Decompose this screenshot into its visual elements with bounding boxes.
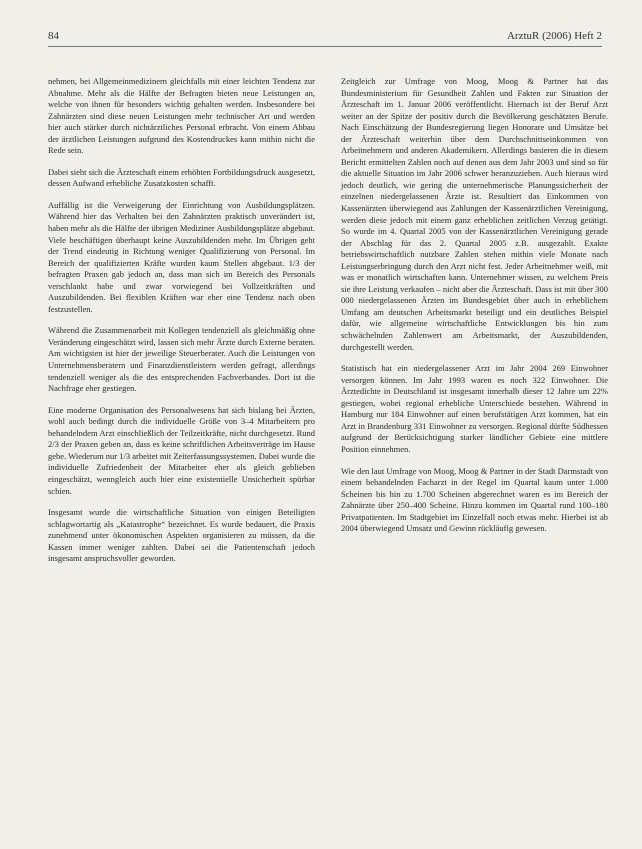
paragraph: Auffällig ist die Verweigerung der Einrichtung von Ausbildungsplätzen. Während hier das Verhalten bei den Zahnärzten praktisch unverändert ist, haben mehr als die Hälfte der übrigen Mediziner Ausbildungsplätze abgebaut. Viele beschäftigen überhaupt keine Auszubildenden mehr. Im Übrigen geht der Trend eindeutig in Richtung weniger Qualifizierung von Personal. Im Bereich der qualifizierten Kräfte wurden kaum Stellen abgebaut. 1/3 der befragten Praxen gab jedoch an, dass man sich im Bereich des Personals verschlankt habe und zwar vorwiegend bei Vollzeitkräften und Auszubildenden. Bei flexiblen Kräften war eher eine Tendenz nach oben festzustellen. <box>48 199 315 314</box>
paragraph: Während die Zusammenarbeit mit Kollegen tendenziell als gleichmäßig ohne Veränderung eingeschätzt wird, lassen sich mehr Ärzte durch Externe beraten. Am wichtigsten ist hier der jeweilige Steuerberater. Auch die Leistungen von Unternehmensberatern und Finanzdienstleistern werden gefragt, allerdings tendenziell weniger als die des entsprechenden Fachverbandes. Dort ist die Nachfrage eher gestiegen. <box>48 325 315 394</box>
paragraph: Insgesamt wurde die wirtschaftliche Situation von einigen Beteiligten schlagwortartig als „Katastrophe“ bezeichnet. Es wurde bedauert, die Praxis zunehmend unter ökonomischen Aspekten organisieren zu müssen, da die Kassen immer weniger zahlten. Dabei sei die Patientenschaft jedoch insgesamt anspruchsvoller geworden. <box>48 507 315 564</box>
page-number: 84 <box>48 30 59 42</box>
right-column <box>341 76 608 545</box>
paragraph: Wie den laut Umfrage von Moog, Moog & Partner in der Stadt Darmstadt von einem behandelnden Facharzt in der Regel im Quartal kaum unter 1.000 Scheinen bis hin zu 1.700 Scheinen abgerechnet waren es im Bereich der Zahnärzte über 250–400 Scheine. Hinzu kommen im Quartal rund 100–180 Privatpatienten. Im Stadtgebiet im Einzelfall noch etwas mehr. Hierbei ist ab 2004 überwiegend Umsatz und Gewinn rückläufig gewesen. <box>341 465 608 534</box>
left-column <box>48 76 315 575</box>
paragraph: Dabei sieht sich die Ärzteschaft einem erhöhten Fortbildungsdruck ausgesetzt, dessen Aufwand erhebliche Zusatzkosten schafft. <box>48 166 315 189</box>
paragraph: Eine moderne Organisation des Personalwesens hat sich bislang bei Ärzten, wohl auch bedingt durch die individuelle Größe von 3–4 Mitarbeitern pro behandelndem Arzt einschließlich der Teilzeitkräfte, nicht durchgesetzt. Rund 2/3 der Praxen geben an, dass es keine schriftlichen Arbeitsverträge im Hause gebe. Wiederum nur 1/3 arbeitet mit Zeiterfassungssystemen. Dabei wurde die individuelle Zufriedenheit der Mitarbeiter eher als gleich geblieben eingeschätzt, wenngleich auch hier eine existentielle Unsicherheit spürbar schien. <box>48 404 315 496</box>
page-header <box>48 30 602 46</box>
paragraph: Statistisch hat ein niedergelassener Arzt im Jahr 2004 269 Einwohner versorgen können. Im Jahr 1993 waren es noch 322 Einwohner. Die Ärztedichte in Deutschland ist insgesamt innerhalb dieser 12 Jahre um 22% gestiegen, wobei regional erhebliche Unterschiede bestehen. Während in Hamburg nur 184 Einwohner auf einen berufstätigen Arzt kommen, hat ein Arzt in Brandenburg 331 Einwohner zu versorgen. Regional dürfte Südhessen aufgrund der Berücksichtigung starker ländlicher Gebiete eine mittlere Position einnehmen. <box>341 363 608 454</box>
paragraph: nehmen, bei Allgemeinmedizinern gleichfalls mit einer leichten Tendenz zur Abnahme. Mehr als die Hälfte der Befragten bieten neue Leistungen an, welche von ihnen für besonders wichtig gehalten werden. Insbesondere bei Zahnärzten sind diese neuen Leistungen mehr technischer Art und werden hier auch stärker durch nichtärztliches Personal erbracht. Von einem Abbau der ärztlichen Leistungen aufgrund des Kostendruckes kann mithin nicht die Rede sein. <box>48 76 315 156</box>
paragraph: Zeitgleich zur Umfrage von Moog, Moog & Partner hat das Bundesministerium für Gesundheit Zahlen und Fakten zur Situation der Ärzteschaft im 1. Januar 2006 veröffentlicht. Hiernach ist der Beruf Arzt weiter an der Spitze der positiv durch die Bevölkerung geschätzten Berufe. Nach Einschätzung der Bundesregierung liegen Honorare und Umsätze bei der Ärzteschaft weiterhin über dem Durchschnittseinkommen von Arbeitnehmern und anderen Akademikern. Allerdings basieren die in diesem Bericht ermittelten Zahlen noch auf denen aus dem Jahr 2003 und sind so für die aktuelle Situation im Jahr 2006 schwer heranzuziehen. Auch hieraus wird jedoch deutlich, wie gering die unternehmerische Planungssicherheit der einzelnen niedergelassenen Ärzte ist. Resultiert das Einkommen von Kassenärzten überwiegend aus Zahlungen der Kassenärztlichen Vereinigung, werden diese jedoch mit einem ganz erheblichen zeitlichen Verzug getätigt. So wurde im 4. Quartal 2005 von der Kassenärztlichen Vereinigung gerade der Abschlag für das 2. Quartal 2005 z.B. ausgezahlt. Exakte betriebswirtschaftlich nutzbare Zahlen stehen mithin viele Monate nach Leistungserbringung durch den Arzt nicht fest. Jeder Arbeitnehmer weiß, mit was er monatlich wirtschaften kann. Unternehmer wissen, zu welchem Preis sie ihre Leistung verkaufen – nicht aber die Ärzteschaft. Dass ist mit über 300 000 niedergelassenen Ärzten im Bundesgebiet über auch in erheblichem Umfang am deutschen Arbeitsmarkt beteiligt und ein deutliches Beispiel dafür, wie allgemeine wirtschaftliche Entwicklungen bis hin zum schwächelnden Zahlenwert am Arbeitsmarkt, der Auszubildenden, durchgestellt werden. <box>341 76 608 352</box>
header-rule <box>48 46 602 47</box>
journal-reference: ArztuR (2006) Heft 2 <box>506 30 602 42</box>
